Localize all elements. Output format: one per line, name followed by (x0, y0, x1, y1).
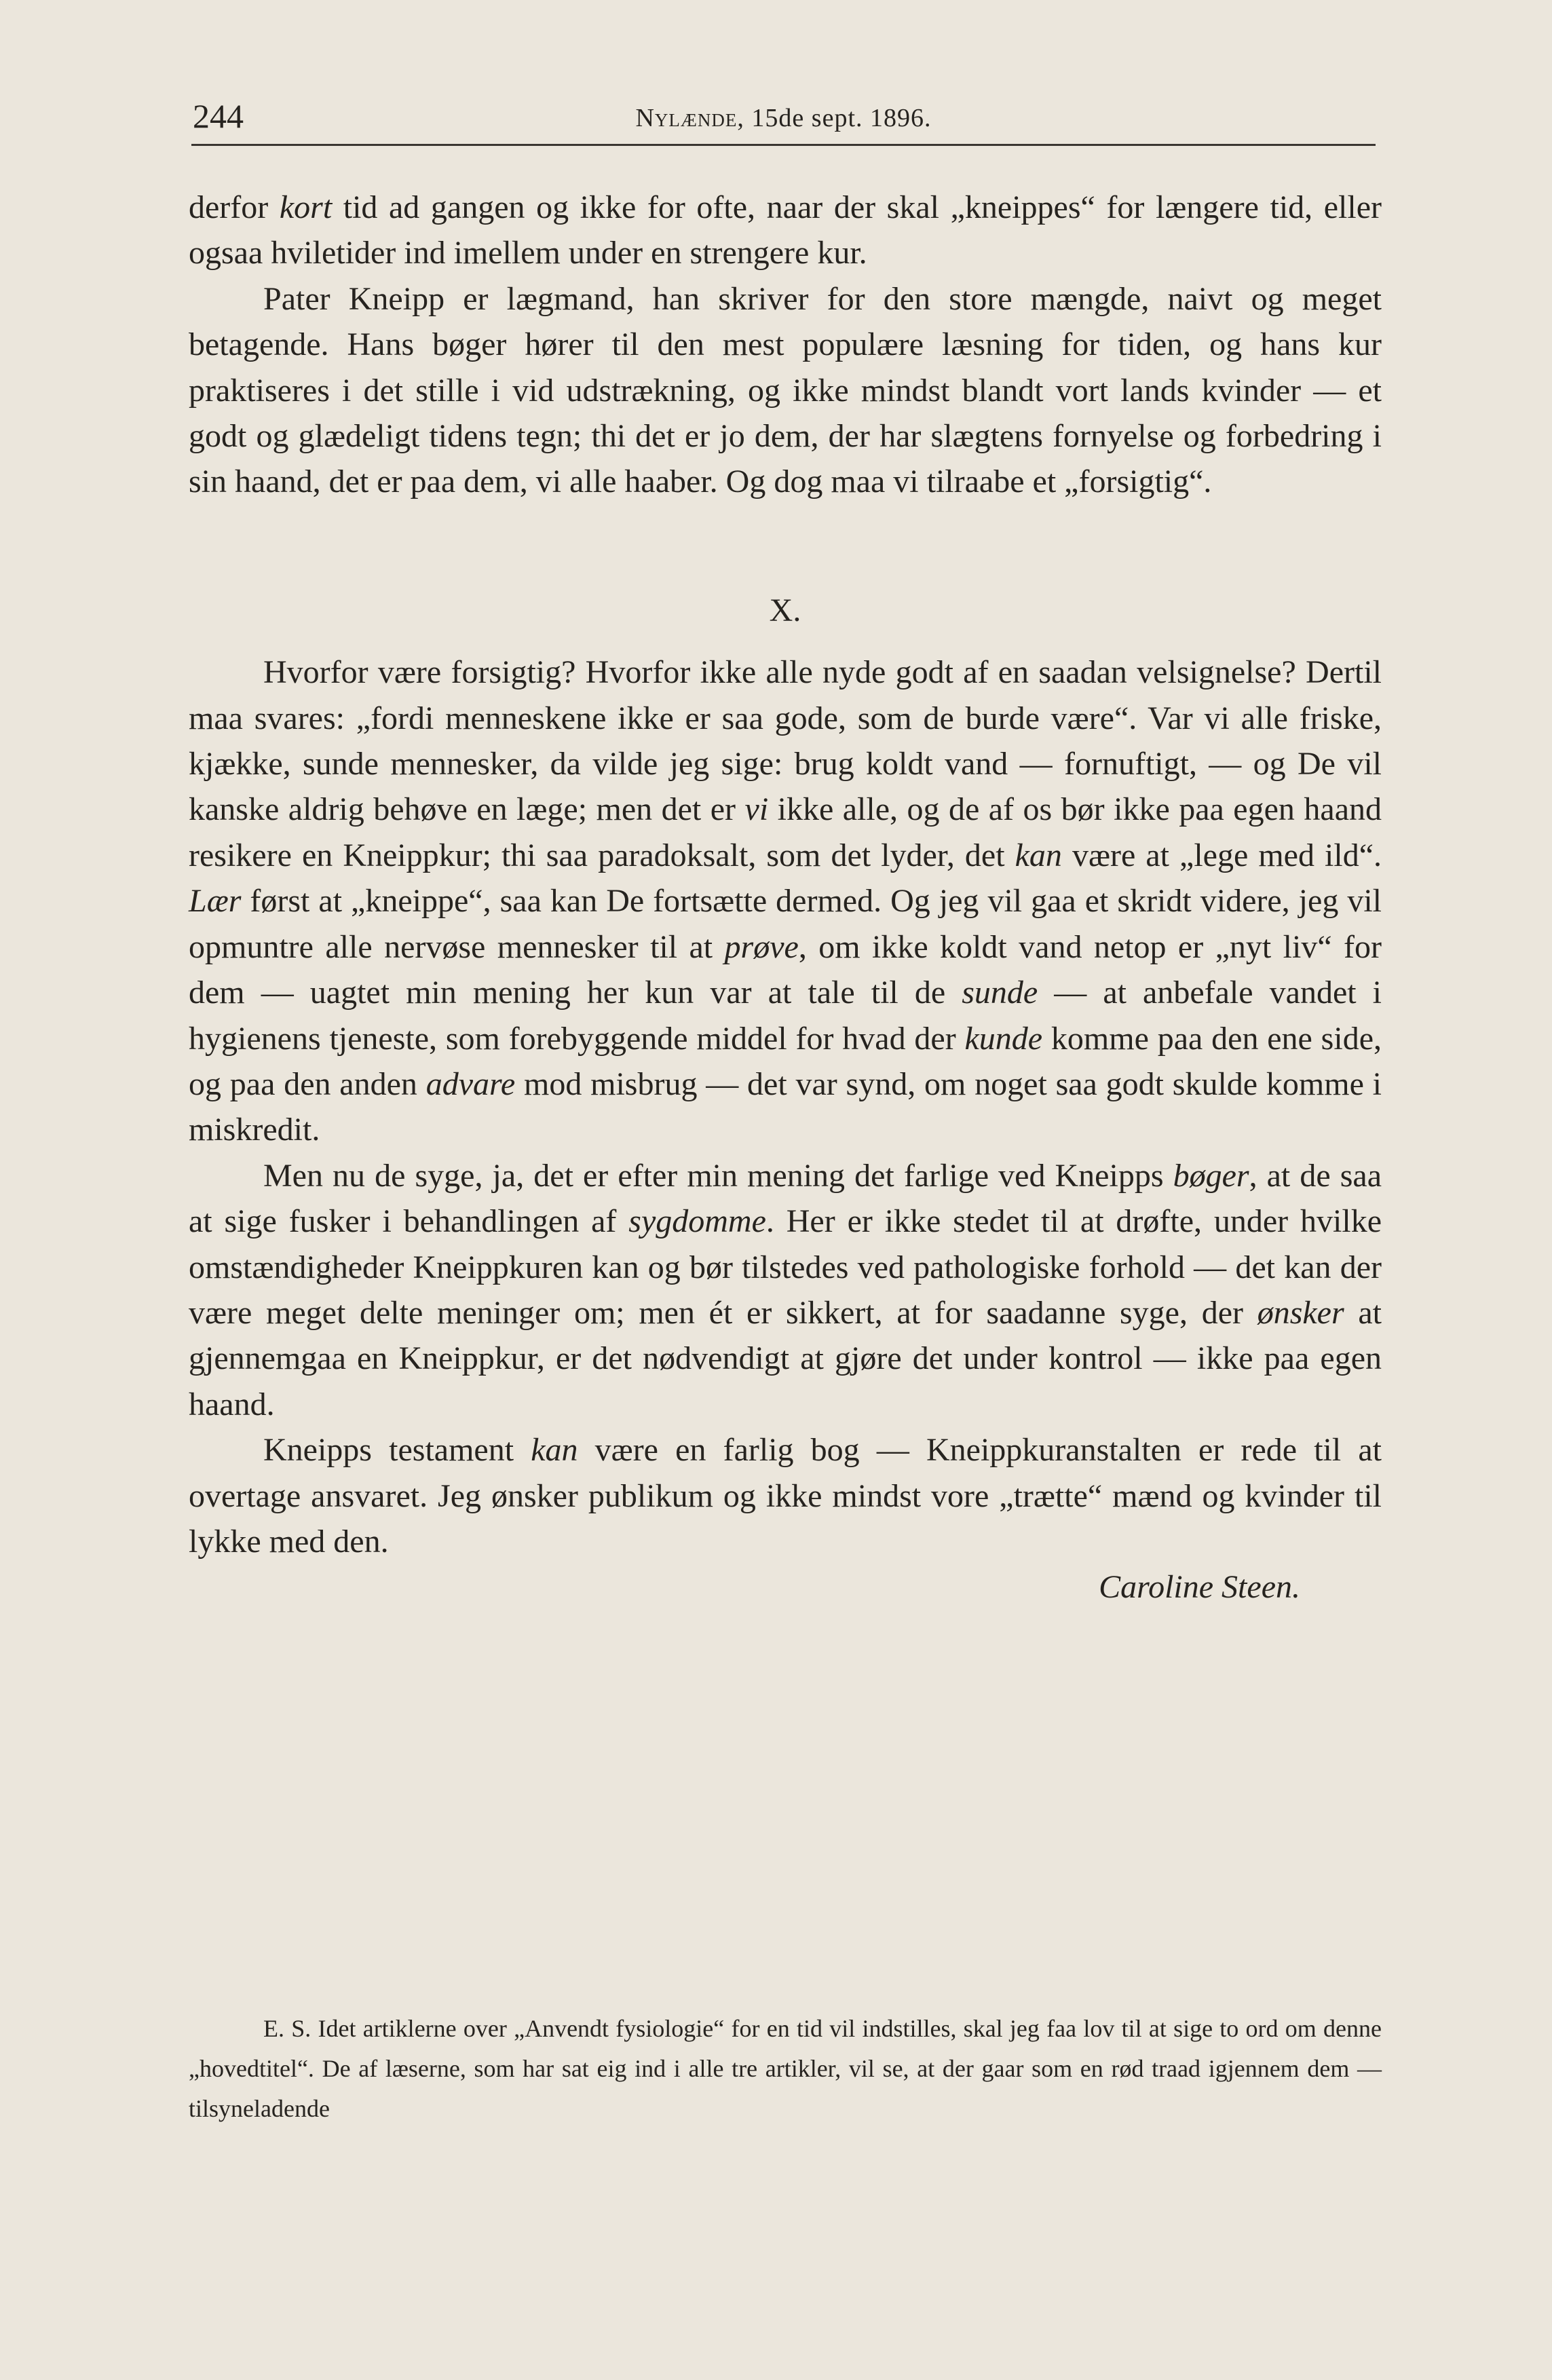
paragraph-3: Hvorfor være forsigtig? Hvorfor ikke alle nyde godt af en saadan velsignelse? Dertil maa svares: „fordi menneskene ikke er saa gode, som de burde være“. Var vi alle friske, kjække, sunde mennesker, da vilde jeg sige: brug koldt vand — fornuftigt, — og De vil kanske aldrig behøve en læge; men det er vi ikke alle, og de af os bør ikke paa egen haand resikere en Kneippkur; thi saa paradoksalt, som det lyder, det kan være at „lege med ild“. Lær først at „kneippe“, saa kan De fortsætte dermed. Og jeg vil gaa et skridt videre, jeg vil opmuntre alle nervøse mennesker til at prøve, om ikke koldt vand netop er „nyt liv“ for dem — uagtet min mening her kun var at tale til de sunde — at anbefale vandet i hygienens tjeneste, som forebyggende middel for hvad der kunde komme paa den ene side, og paa den anden advare mod misbrug — det var synd, om noget saa godt skulde komme i miskredit. (189, 654, 1382, 1148)
emphasis: kort (279, 189, 333, 225)
page-number: 244 (193, 97, 244, 135)
paragraph-5: Kneipps testament kan være en farlig bog — Kneippkuranstalten er rede til at overtage ansvaret. Jeg ønsker publikum og ikke mindst vore „trætte“ mænd og kvinder til lykke med den. (189, 1432, 1382, 1560)
issue-date: 15de sept. 1896. (751, 104, 932, 132)
section-heading: X. (769, 592, 801, 628)
emphasis: kan (1015, 837, 1062, 873)
emphasis: vi (744, 791, 769, 828)
article-body (189, 185, 1382, 1610)
author-signature: Caroline Steen. (1099, 1569, 1300, 1606)
emphasis: ønsker (1257, 1294, 1344, 1331)
editor-note-text: E. S. Idet artiklerne over „Anvendt fysiologie“ for en tid vil indstilles, skal jeg faa lov til at sige to ord om denne „hovedtitel“. De af læserne, som har sat eig ind i alle tre artikler, vil se, at der gaar som en rød traad igjennem dem — tilsyneladende (189, 2015, 1382, 2122)
journal-title: Nylænde, (635, 104, 744, 132)
paragraph-2: Pater Kneipp er lægmand, han skriver for den store mængde, naivt og meget betagende. Hans bøger hører til den mest populære læsning for tiden, og hans kur praktiseres i det stille i vid udstrækning, og ikke mindst blandt vort lands kvinder — et godt og glædeligt tidens tegn; thi det er jo dem, der har slægtens fornyelse og forbedring i sin haand, det er paa dem, vi alle haaber. Og dog maa vi tilraabe et „forsigtig“. (189, 280, 1382, 500)
emphasis: sunde (962, 975, 1038, 1011)
paragraph-4: Men nu de syge, ja, det er efter min mening det farlige ved Kneipps bøger, at de saa at sige fusker i behandlingen af sygdomme. Her er ikke stedet til at drøfte, under hvilke omstændigheder Kneippkuren kan og bør tilstedes ved pathologiske forhold — det kan der være meget delte meninger om; men ét er sikkert, at for saadanne syge, der ønsker at gjennemgaa en Kneippkur, er det nødvendigt at gjøre det under kontrol — ikke paa egen haand. (189, 1157, 1382, 1422)
emphasis: sygdomme (628, 1203, 766, 1240)
editor-note (189, 2009, 1382, 2129)
emphasis: Lær (189, 883, 242, 920)
emphasis: prøve (724, 928, 799, 965)
paragraph-1: derfor kort tid ad gangen og ikke for ofte, naar der skal „kneippes“ for længere tid, eller ogsaa hviletider ind imellem under en strengere kur. (189, 189, 1382, 271)
emphasis: advare (425, 1065, 516, 1102)
running-head (191, 103, 1376, 133)
page-header (191, 95, 1376, 146)
emphasis: kan (531, 1432, 578, 1469)
emphasis: kunde (964, 1020, 1043, 1057)
emphasis: bøger (1173, 1157, 1249, 1194)
